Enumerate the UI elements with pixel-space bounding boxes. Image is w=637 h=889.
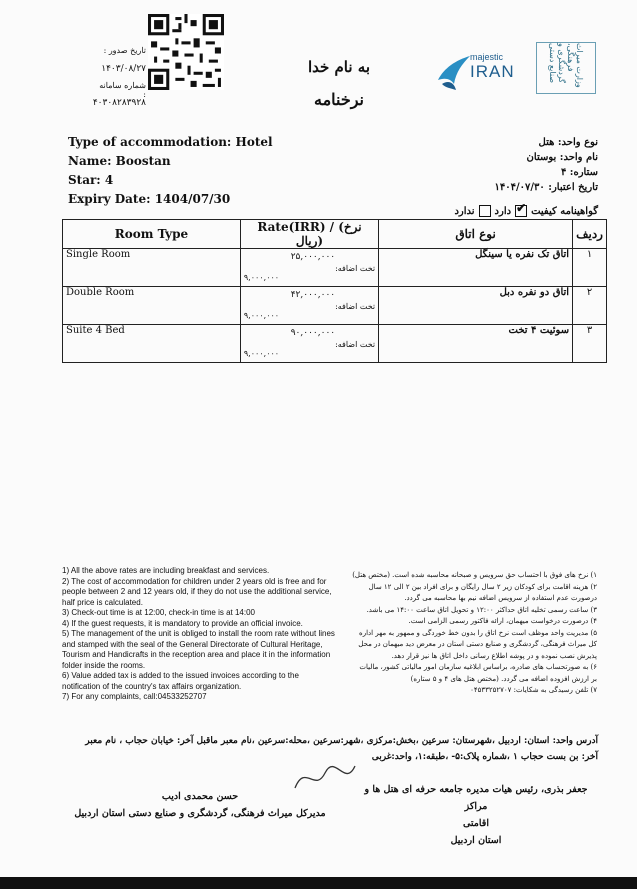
extra-bed-label: تخت اضافه:: [335, 264, 376, 273]
note-en: 4) If the guest requests, it is mandatory to provide an official invoice.: [62, 618, 303, 628]
table-row: [63, 249, 607, 287]
header-row-number: ردیف: [573, 220, 607, 249]
address-line-1: آدرس واحد: استان: اردبیل ،شهرستان: سرعین ،بخش:مرکزی ،شهر:سرعین ،محله:سرعین ،نام معبر ماقبل آخر: خیابان حجاب ، نام معبر: [85, 736, 598, 746]
note-fa: ۷) تلفن رسیدگی به شکایات: ۰۴۵۳۳۲۵۲۷۰۷: [470, 686, 597, 694]
bottom-border: [0, 877, 637, 889]
certificate-label: گواهینامه کیفیت: [531, 205, 598, 217]
brand-main: IRAN: [470, 62, 515, 81]
header-room-type: Room Type: [63, 220, 241, 249]
row-number: ۲: [573, 287, 607, 325]
expiry-en: Expiry Date: 1404/07/30: [68, 192, 231, 206]
row-number: ۳: [573, 325, 607, 363]
room-rates-table: [62, 219, 607, 363]
rate-cell: [240, 249, 378, 287]
signer-right-province: استان اردبیل: [450, 835, 502, 846]
signer-right-title: جعفر بذری، رئیس هیات مدیره جامعه حرفه ای هتل ها و مراکز: [364, 784, 588, 812]
star-fa: ستاره: ۴: [560, 167, 598, 178]
signature-right: [352, 781, 600, 849]
bird-logo-icon: [434, 50, 474, 94]
rate-value: ۲۵,۰۰۰,۰۰۰: [290, 252, 336, 262]
note-fa: ۳) ساعت رسمی تخلیه اتاق حداکثر ۱۲:۰۰ و تحویل اتاق ساعت ۱۴:۰۰ می باشد.: [366, 605, 597, 614]
issue-date-label: تاریخ صدور :: [103, 46, 146, 55]
info-fa: [400, 135, 598, 195]
certificate-has: دارد: [494, 205, 512, 217]
room-type-en: Single Room: [63, 249, 241, 287]
signer-left-name: حسن محمدی ادیب: [161, 791, 239, 802]
room-type-en: Double Room: [63, 287, 241, 325]
note-fa: ۱) نرخ های فوق با احتساب حق سرویس و صبحانه محاسبه شده است. (مختص هتل): [352, 571, 597, 579]
bismillah: به نام خدا: [307, 58, 370, 76]
qr-code-graphic: [148, 14, 224, 90]
checkbox-has-not-icon: [479, 205, 491, 217]
ministry-logo: [536, 42, 596, 94]
note-en: 6) Value added tax is added to the issued invoices according to the notification of the country's tax affairs organization.: [62, 671, 299, 691]
extra-bed-value: ۹,۰۰۰,۰۰۰: [243, 349, 280, 358]
table-header-row: [63, 220, 607, 249]
signature-left: [70, 788, 330, 822]
extra-bed-label: تخت اضافه:: [335, 340, 376, 349]
note-en: 2) The cost of accommodation for children under 2 years old is free and for people between 2 and 12 years old, if they do not use the additional service, half price is calculated.: [62, 576, 332, 607]
brand-small: majestic: [470, 52, 504, 62]
rate-value: ۹۰,۰۰۰,۰۰۰: [290, 328, 336, 338]
page-title: نرخنامه: [313, 90, 365, 109]
signer-right-title-2: اقامتی: [463, 818, 489, 829]
note-fa: ۶) به صورتحساب های صادره، براساس ابلاغیه سازمان امور مالیاتی کشور، مالیات بر ارزش افزوده اضافه می گردد. (مختص هتل های ۴ و ۵ ستاره): [359, 663, 597, 683]
note-en: 5) The management of the unit is obliged to install the room rate without lines and stamped with the seal of the General Directorate of Cultural Heritage, Tourism and Handicrafts in the reception area and place it in the information folder inside the rooms.: [62, 629, 335, 670]
header-rate: Rate(IRR) / (نرخ (ریال: [240, 220, 378, 249]
note-fa: ۵) مدیریت واحد موظف است نرخ اتاق را بدون خط خوردگی و ممهور به مهر اداره کل میراث فرهنگی، گردشگری و صنایع دستی استان در معرض دید میهمان در محل پذیرش نصب نموده و در پوشه اطلاع رسانی داخل اتاق ها نیز قرار دهد.: [358, 628, 597, 660]
header-room-type-fa: نوع اتاق: [379, 220, 573, 249]
quality-certificate-row: [400, 205, 598, 217]
checkbox-has-checked-icon: [515, 205, 527, 217]
room-type-en: Suite 4 Bed: [63, 325, 241, 363]
extra-bed-value: ۹,۰۰۰,۰۰۰: [243, 311, 280, 320]
expiry-fa: تاریخ اعتبار: ۱۴۰۴/۰۷/۳۰: [494, 182, 598, 193]
note-en: 3) Check-out time is at 12:00, check-in time is at 14:00: [62, 608, 255, 617]
issue-date: ۱۴۰۳/۰۸/۲۷: [101, 64, 146, 74]
address-line-2: آخر: بن بست حجاب ۱ ،شماره پلاک:۵- ،طبقه:۱، واحد:غربی: [371, 752, 598, 762]
room-type-fa: سوئیت ۴ تخت: [379, 325, 573, 363]
note-fa: ۴) درصورت درخواست میهمان، ارائه فاکتور رسمی الزامی است.: [408, 617, 597, 625]
ministry-name: وزارت میراث فرهنگی، گردشگری و صنایع دستی: [548, 43, 584, 88]
extra-bed-label: تخت اضافه:: [335, 302, 376, 311]
note-en: 7) For any complaints, call:04533252707: [62, 692, 207, 701]
table-row: [63, 325, 607, 363]
rate-value: ۴۲,۰۰۰,۰۰۰: [290, 290, 336, 300]
system-number: ۴۰۳۰۸۲۸۳۹۲۸: [92, 98, 146, 108]
row-number: ۱: [573, 249, 607, 287]
star-en: Star: 4: [68, 173, 114, 187]
certificate-has-not: ندارد: [454, 205, 475, 217]
note-fa: ۲) هزینه اقامت برای کودکان زیر ۲ سال رایگان و برای افراد بین ۲ الی ۱۲ سال درصورت عدم استفاده از سرویس اضافه نیم بها محاسبه می گردد.: [368, 582, 597, 602]
rate-cell: [240, 325, 378, 363]
note-en: 1) All the above rates are including breakfast and services.: [62, 566, 270, 575]
signer-left-title: مدیرکل میراث فرهنگی، گردشگری و صنایع دستی استان اردبیل: [74, 808, 326, 819]
room-type-fa: اتاق دو نفره دبل: [379, 287, 573, 325]
accommodation-type-fa: نوع واحد: هتل: [538, 137, 598, 148]
qr-code: [148, 14, 224, 90]
rate-cell: [240, 287, 378, 325]
hotel-name-en: Name: Boostan: [68, 154, 171, 168]
info-en: [68, 133, 273, 209]
notes-fa: [352, 570, 597, 697]
table-row: [63, 287, 607, 325]
room-type-fa: اتاق تک نفره یا سینگل: [379, 249, 573, 287]
extra-bed-value: ۹,۰۰۰,۰۰۰: [243, 273, 280, 282]
accommodation-type-en: Type of accommodation: Hotel: [68, 135, 273, 149]
hotel-name-fa: نام واحد: بوستان: [526, 152, 598, 163]
system-number-label: شماره سامانه :: [99, 81, 146, 99]
notes-en: [62, 566, 337, 703]
